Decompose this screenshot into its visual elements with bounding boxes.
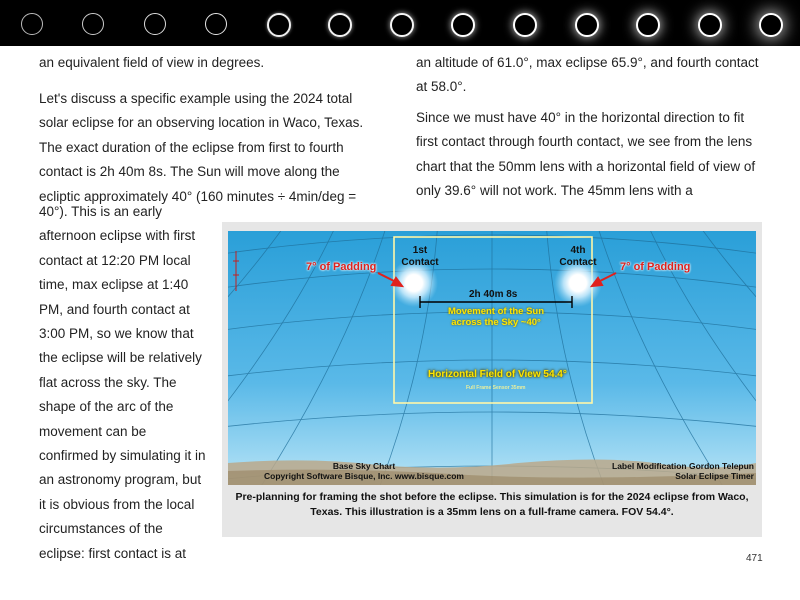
padding-label-left: 7° of Padding xyxy=(306,261,377,273)
fov-label: Horizontal Field of View 54.4° xyxy=(428,369,567,380)
eclipse-phase-5 xyxy=(246,0,308,46)
body-text-left-2: Let's discuss a specific example using the 2024 total solar eclipse for an observing location in Waco, Texas. The exact duration of the eclipse from first to fourth contact is 2h 40m 8s. The Sun will move along the ecliptic approximately 40° (160 minutes ÷ 4min/deg = xyxy=(39,91,364,204)
page-number: 471 xyxy=(746,553,763,564)
eclipse-phase-9 xyxy=(492,0,554,46)
eclipse-phase-6 xyxy=(308,0,370,46)
sensor-note: Full Frame Sensor 35mm xyxy=(466,385,526,391)
body-text-wrap: 40°). This is an early afternoon eclipse with first contact at 12:20 PM local time, max eclipse at 1:40 PM, and fourth contact at 3:00 PM, so we know that the eclipse will be relatively flat across the sky. The shape of the arc of the movement can be confirmed by simulating it in an astronomy program, but it is obvious from the local circumstances of the eclipse: first contact is at xyxy=(39,204,206,561)
eclipse-phase-2 xyxy=(62,0,124,46)
eclipse-sequence-banner xyxy=(0,0,800,46)
eclipse-phase-13 xyxy=(738,0,800,46)
eclipse-phase-12 xyxy=(677,0,739,46)
body-text-left-1: an equivalent field of view in degrees. xyxy=(39,55,265,70)
eclipse-phase-4 xyxy=(185,0,247,46)
padding-label-right: 7° of Padding xyxy=(620,261,691,273)
body-text-right-1: an altitude of 61.0°, max eclipse 65.9°, and fourth contact at 58.0°. xyxy=(416,55,759,95)
figure-caption: Pre-planning for framing the shot before the eclipse. This simulation is for the 2024 eclipse from Waco, Texas. This illustration is a 35mm lens on a full-frame camera. FOV 54.4°. xyxy=(235,491,749,518)
credit-left: Base Sky Chart Copyright Software Bisque, Inc. www.bisque.com xyxy=(264,461,464,481)
sky-chart-figure xyxy=(222,222,762,537)
eclipse-phase-10 xyxy=(554,0,616,46)
eclipse-phase-8 xyxy=(431,0,493,46)
movement-label: Movement of the Sun across the Sky ~40° xyxy=(447,306,545,328)
eclipse-phase-3 xyxy=(123,0,185,46)
sky-chart-image xyxy=(228,231,756,485)
eclipse-phase-11 xyxy=(615,0,677,46)
credit-right: Label Modification Gordon Telepun Solar Eclipse Timer xyxy=(612,461,754,481)
eclipse-phase-1 xyxy=(0,0,62,46)
duration-label: 2h 40m 8s xyxy=(469,289,518,300)
fourth-contact-label: 4th Contact xyxy=(559,245,597,268)
eclipse-phase-7 xyxy=(369,0,431,46)
body-text-right-2: Since we must have 40° in the horizontal direction to fit first contact through fourth contact, we see from the lens chart that the 50mm lens with a horizontal field of view of only 39.6° will not work. The 45mm lens with a xyxy=(416,110,756,199)
first-contact-label: 1st Contact xyxy=(401,245,439,268)
